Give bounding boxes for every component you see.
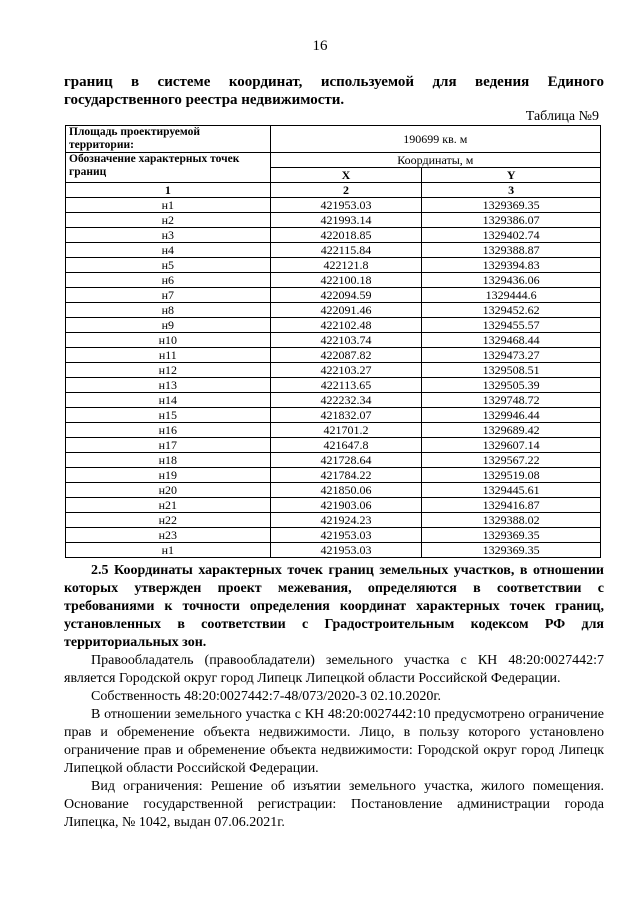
- page-number: 16: [312, 38, 328, 54]
- y-coordinate-cell: 1329445.61: [422, 483, 601, 498]
- y-coordinate-cell: 1329386.07: [422, 213, 601, 228]
- paragraph: В отношении земельного участка с КН 48:20:0027442:10 предусмотрено ограничение прав и обременение объекта недвижимости. Лицо, в пользу которого установлено ограничение прав и обременение объекта недвижимости: Городской округ город Липецк Липецкой области Российской Федерации.: [64, 707, 604, 776]
- y-coordinate-cell: 1329505.39: [422, 378, 601, 393]
- x-coordinate-cell: 422113.65: [270, 378, 422, 393]
- x-coordinate-cell: 421784.22: [270, 468, 422, 483]
- coordinates-table: [65, 125, 601, 558]
- point-id-cell: н9: [66, 318, 271, 333]
- table-row: [66, 348, 601, 363]
- point-id-cell: н11: [66, 348, 271, 363]
- table-row: [66, 318, 601, 333]
- x-coordinate-cell: 421953.03: [270, 528, 422, 543]
- paragraph: Собственность 48:20:0027442:7-48/073/2020-3 02.10.2020г.: [91, 689, 442, 704]
- table-row: [66, 303, 601, 318]
- table-row: [66, 408, 601, 423]
- y-coordinate-cell: 1329444.6: [422, 288, 601, 303]
- x-coordinate-cell: 421953.03: [270, 198, 422, 213]
- section-heading: 2.5 Координаты характерных точек границ земельных участков, в отношении которых утвержден проект межевания, определяются в соответствии с требованиями к точности определения координат характерных точек границ, установленных в соответствии с Градостроительным кодексом РФ для территориальных зон.: [64, 563, 604, 650]
- table-row: [66, 198, 601, 213]
- table-row: [66, 288, 601, 303]
- point-id-cell: н4: [66, 243, 271, 258]
- point-id-cell: н22: [66, 513, 271, 528]
- y-coordinate-cell: 1329748.72: [422, 393, 601, 408]
- point-id-cell: н7: [66, 288, 271, 303]
- x-coordinate-cell: 421850.06: [270, 483, 422, 498]
- table-row: [66, 498, 601, 513]
- point-id-cell: н21: [66, 498, 271, 513]
- point-id-cell: н17: [66, 438, 271, 453]
- table-row: [66, 228, 601, 243]
- table-row: [66, 273, 601, 288]
- points-label: Обозначение характерных точек границ: [66, 153, 271, 183]
- area-value: 190699 кв. м: [270, 126, 600, 153]
- document-heading: [64, 73, 604, 109]
- heading-line-1: границ в системе координат, используемой для ведения Единого: [64, 74, 604, 90]
- point-id-cell: н1: [66, 543, 271, 558]
- header-row: [66, 153, 601, 168]
- y-coordinate-cell: 1329369.35: [422, 198, 601, 213]
- table-row: [66, 258, 601, 273]
- coords-label: Координаты, м: [270, 153, 600, 168]
- x-coordinate-cell: 421953.03: [270, 543, 422, 558]
- table-row: [66, 333, 601, 348]
- x-coordinate-cell: 421701.2: [270, 423, 422, 438]
- point-id-cell: н5: [66, 258, 271, 273]
- x-coordinate-cell: 422091.46: [270, 303, 422, 318]
- point-id-cell: н2: [66, 213, 271, 228]
- x-coordinate-cell: 421647.8: [270, 438, 422, 453]
- table-row: [66, 543, 601, 558]
- x-label: X: [270, 168, 422, 183]
- table-row: [66, 378, 601, 393]
- area-label: Площадь проектируемой территории:: [66, 126, 271, 153]
- table-caption: Таблица №9: [525, 109, 599, 124]
- point-id-cell: н8: [66, 303, 271, 318]
- x-coordinate-cell: 421832.07: [270, 408, 422, 423]
- x-coordinate-cell: 421993.14: [270, 213, 422, 228]
- paragraph: Вид ограничения: Решение об изъятии земельного участка, жилого помещения. Основание государственной регистрации: Постановление администрации города Липецка, № 1042, выдан 07.06.2021г.: [64, 779, 604, 830]
- x-coordinate-cell: 422087.82: [270, 348, 422, 363]
- table-row: [66, 213, 601, 228]
- y-coordinate-cell: 1329388.02: [422, 513, 601, 528]
- point-id-cell: н15: [66, 408, 271, 423]
- point-id-cell: н3: [66, 228, 271, 243]
- point-id-cell: н6: [66, 273, 271, 288]
- point-id-cell: н20: [66, 483, 271, 498]
- column-number: 2: [270, 183, 422, 198]
- x-coordinate-cell: 421728.64: [270, 453, 422, 468]
- section-2-5: [64, 562, 604, 832]
- point-id-cell: н12: [66, 363, 271, 378]
- point-id-cell: н13: [66, 378, 271, 393]
- table-row: [66, 438, 601, 453]
- point-id-cell: н1: [66, 198, 271, 213]
- heading-line-2: государственного реестра недвижимости.: [64, 92, 345, 108]
- x-coordinate-cell: 422232.34: [270, 393, 422, 408]
- x-coordinate-cell: 422018.85: [270, 228, 422, 243]
- table-row: [66, 423, 601, 438]
- y-coordinate-cell: 1329436.06: [422, 273, 601, 288]
- y-coordinate-cell: 1329946.44: [422, 408, 601, 423]
- y-coordinate-cell: 1329519.08: [422, 468, 601, 483]
- table-row: [66, 393, 601, 408]
- y-coordinate-cell: 1329452.62: [422, 303, 601, 318]
- x-coordinate-cell: 421903.06: [270, 498, 422, 513]
- column-number: 1: [66, 183, 271, 198]
- y-coordinate-cell: 1329416.87: [422, 498, 601, 513]
- x-coordinate-cell: 422102.48: [270, 318, 422, 333]
- x-coordinate-cell: 422115.84: [270, 243, 422, 258]
- y-coordinate-cell: 1329473.27: [422, 348, 601, 363]
- table-row: [66, 363, 601, 378]
- paragraph: Правообладатель (правообладатели) земельного участка с КН 48:20:0027442:7 является Городской округ город Липецк Липецкой области Российской Федерации.: [64, 653, 604, 686]
- x-coordinate-cell: 422094.59: [270, 288, 422, 303]
- column-number-row: [66, 183, 601, 198]
- y-coordinate-cell: 1329394.83: [422, 258, 601, 273]
- x-coordinate-cell: 422103.74: [270, 333, 422, 348]
- y-coordinate-cell: 1329508.51: [422, 363, 601, 378]
- x-coordinate-cell: 421924.23: [270, 513, 422, 528]
- y-coordinate-cell: 1329567.22: [422, 453, 601, 468]
- x-coordinate-cell: 422103.27: [270, 363, 422, 378]
- point-id-cell: н16: [66, 423, 271, 438]
- y-coordinate-cell: 1329607.14: [422, 438, 601, 453]
- y-label: Y: [422, 168, 601, 183]
- table-row: [66, 513, 601, 528]
- table-row: [66, 243, 601, 258]
- y-coordinate-cell: 1329369.35: [422, 528, 601, 543]
- y-coordinate-cell: 1329455.57: [422, 318, 601, 333]
- point-id-cell: н19: [66, 468, 271, 483]
- table-row: [66, 528, 601, 543]
- y-coordinate-cell: 1329388.87: [422, 243, 601, 258]
- area-row: [66, 126, 601, 153]
- column-number: 3: [422, 183, 601, 198]
- x-coordinate-cell: 422121.8: [270, 258, 422, 273]
- y-coordinate-cell: 1329468.44: [422, 333, 601, 348]
- x-coordinate-cell: 422100.18: [270, 273, 422, 288]
- y-coordinate-cell: 1329369.35: [422, 543, 601, 558]
- y-coordinate-cell: 1329689.42: [422, 423, 601, 438]
- table-row: [66, 468, 601, 483]
- table-row: [66, 483, 601, 498]
- point-id-cell: н14: [66, 393, 271, 408]
- table-row: [66, 453, 601, 468]
- point-id-cell: н10: [66, 333, 271, 348]
- point-id-cell: н23: [66, 528, 271, 543]
- y-coordinate-cell: 1329402.74: [422, 228, 601, 243]
- point-id-cell: н18: [66, 453, 271, 468]
